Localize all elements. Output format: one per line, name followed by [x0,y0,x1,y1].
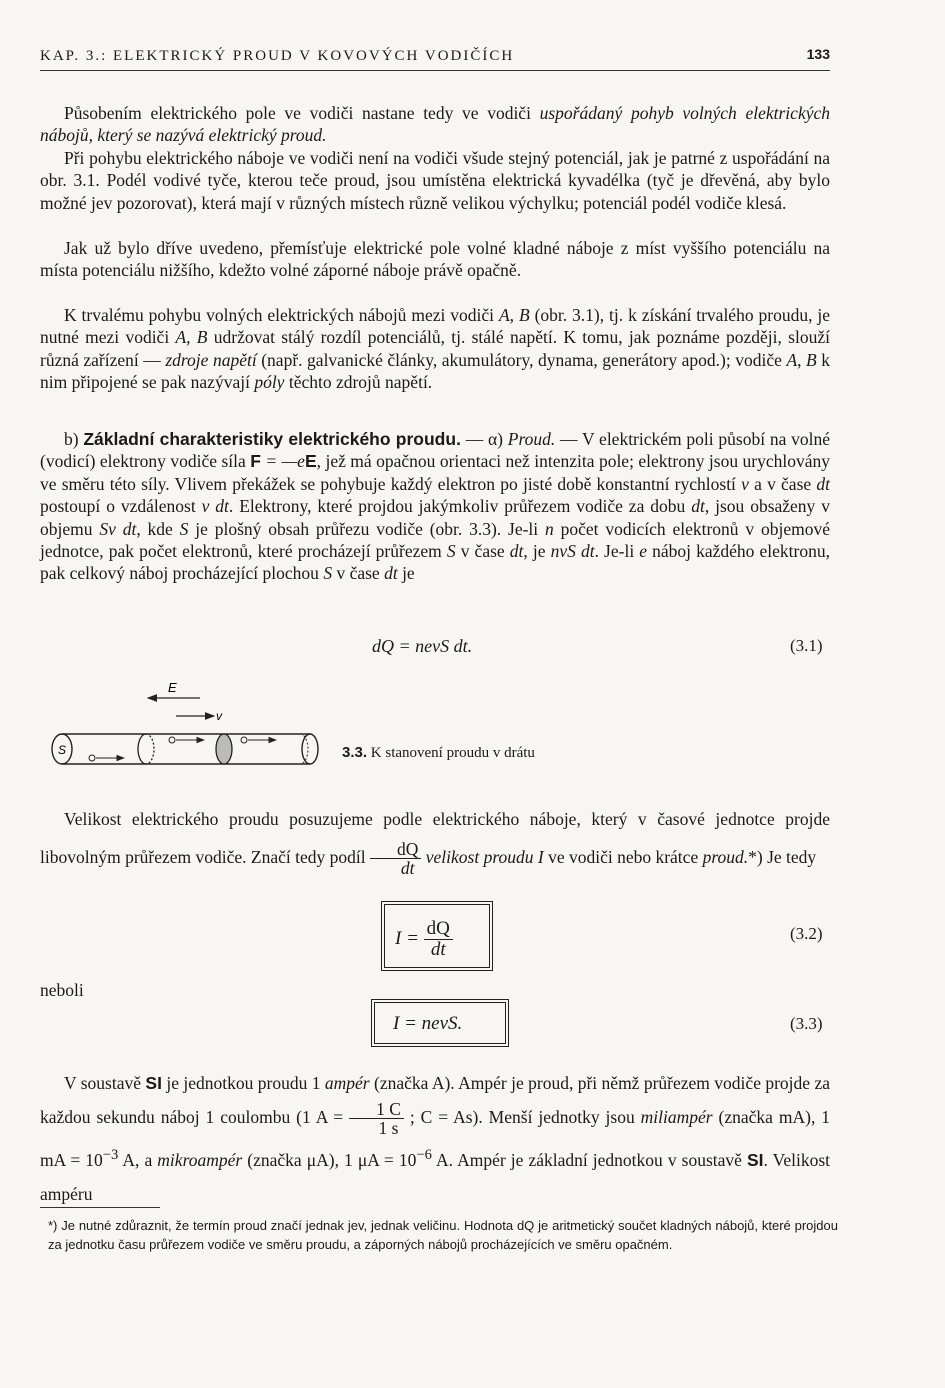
text-run: (značka μA), 1 μA = 10 [242,1149,417,1170]
paragraph-potential [40,147,830,214]
text-run: (značka mA), 1 mA = 10 [40,1107,831,1170]
definition-emphasis: uspořádaný pohyb volných elektrických nábojů, který se nazývá elektrický proud. [40,103,830,146]
subsection-heading: Proud. [507,429,556,449]
text-run: . Elektrony, které projdou jakýmkoliv průřezem vodiče za dobu [228,496,692,517]
text-run: — α) [460,429,508,449]
text-run: (1 A = [296,1107,350,1127]
fraction-denominator: dt [400,858,415,879]
paragraph-units [40,1066,830,1211]
cross-section-label: S [58,743,67,757]
text-run: náboj každého elektronu, pak celkový náboj procházející plochou [40,541,830,584]
symbol: S [446,541,456,562]
text-run: , [797,349,807,370]
field-label: E [168,680,177,695]
text-run: počet vodicích elektronů v objemové jednotce, pak počet elektronů, které procházejí průřezem [40,518,830,562]
fraction-denominator: dt [430,938,446,960]
text-run: A. Ampér je základní jednotkou v soustavě [431,1149,747,1170]
equation-lhs: I = [395,927,419,949]
text-run: *) Je tedy [748,847,817,867]
wire-end-right [302,734,318,764]
text-run: . Velikost ampéru [40,1149,831,1204]
paragraph-current [40,428,830,585]
symbol: dt [691,496,705,517]
equation-number-3-1: (3.1) [790,636,823,655]
text-run: (obr. 3.1), tj. k získání trvalého proudu, je nutné mezi vodiči [40,305,830,348]
text-run: Menší jednotky jsou [482,1107,641,1127]
text-run: ve vodiči nebo krátce [543,847,703,867]
fraction-numerator: dQ [424,919,453,940]
figure-caption-text: K stanovení proudu v drátu [367,745,535,761]
emphasis: velikost proudu I [425,847,544,867]
vector-symbol: E [304,451,317,472]
section-heading: Základní charakteristiky elektrického proudu. [83,429,461,449]
symbol: A [498,305,510,325]
text-run: je [397,563,415,584]
fraction-numerator: 1 C [349,1100,404,1119]
text-run: Působením elektrického pole ve vodiči nastane tedy ve vodiči [64,103,540,123]
figure-number: 3.3. [342,744,368,761]
velocity-label: v [216,709,222,723]
text-run: a v čase [748,473,817,494]
text-run: . Je-li [594,541,640,562]
equation-number-3-3: (3.3) [790,1014,823,1033]
si-abbrev: SI [746,1149,764,1170]
equation-3-3: I = nevS. [393,1013,463,1034]
fraction-coulomb-second [349,1100,404,1138]
text-run: udržovat stálý rozdíl potenciálů, tj. stálé napětí. K tomu, jak poznáme později, slouží různá zařízení — [40,327,830,370]
neboli-text: neboli [40,980,84,1000]
text-run: je plošný obsah průřezu vodiče (obr. 3.3). Je-li [188,518,546,539]
text-run: Jak už bylo dříve uvedeno, přemísťuje elektrické pole volné kladné náboje z míst vyššího potenciálu na místa potenciálu nižšího, kdežto volné záporné náboje právě opačně. [40,238,830,281]
footnote-rule [40,1207,160,1208]
vector-symbol: F [250,451,261,472]
text-run: , je [523,541,551,562]
emphasis: ampér [324,1073,370,1093]
fraction-dq-dt [370,840,421,878]
text-run: ; C = As). [403,1107,483,1127]
text-run: , [509,305,519,325]
figure-wire-diagram [44,678,334,778]
text-run: k nim připojené se pak nazývají [40,349,831,393]
text-run: , jsou obsaženy v objemu [40,496,830,539]
equation-box-3-3 [374,1002,506,1044]
text-run: je jednotkou proudu 1 [161,1073,325,1093]
paragraph-definition-current [40,800,830,878]
symbol: v dt [201,496,229,517]
text-run: (např. galvanické články, akumulátory, dynama, generátory apod.); vodiče [256,349,787,370]
emphasis: mikroampér [157,1149,243,1170]
symbol: v [741,473,749,494]
symbol: = —e [260,451,305,472]
volume-boundary-left-back [146,734,154,764]
text-run: , jež má opačnou orientaci než intenzita pole; elektrony jsou urychlovány ve směru této síly. Vlivem překážek se pohybuje každý elektron po jisté době konstantní rychlostí [40,451,830,494]
figure-caption [342,744,535,762]
electron-1 [89,755,95,761]
si-abbrev: SI [145,1073,162,1093]
symbol: n [545,518,554,539]
volume-boundary-left [138,734,146,764]
symbol: dt [509,541,524,562]
symbol: nvS dt [550,541,595,562]
footnote: *) Je nutné zdůraznit, že termín proud značí jednak jev, jednak veličinu. Hodnota dQ je aritmetický součet kladných nábojů, které projdou za jednotku času průřezem vodiče ve směru proudu, a záporných nábojů procházejících ve směru opačném. [48,1218,838,1252]
symbol: Sv dt [99,518,137,539]
equation-box-3-2 [384,904,490,968]
text-run: v čase [455,541,510,562]
text-run: Při pohybu elektrického náboje ve vodiči není na vodiči všude stejný potenciál, jak je patrné z uspořádání na obr. 3.1. Podél vodivé tyče, kterou teče proud, jsou umístěna elektrická kyvadélka (tyč je dřevěná, aby bylo možné jev pozorovat), která mají v různých místech různě velikou výchylku; potenciál podél vodiče klesá. [40,148,830,213]
text-run: K trvalému pohybu volných elektrických nábojů mezi vodiči [64,305,499,325]
symbol: A, B [175,327,208,348]
text-run: (značka A). Ampér je proud, při němž průřezem vodiče projde za každou sekundu náboj 1 coulombu [40,1073,830,1127]
symbol: dt [384,563,398,584]
text-run: těchto zdrojů napětí. [284,372,433,393]
paragraph-definition [40,102,830,147]
electron-3 [241,737,247,743]
running-header [40,46,830,71]
text-run: A, a [118,1149,158,1170]
symbol: S [323,563,333,584]
text-run: v čase [332,563,385,584]
emphasis: póly [254,372,285,393]
fraction-denominator: 1 s [378,1118,399,1139]
emphasis: proud. [702,847,749,867]
cross-section-disk [216,734,232,764]
running-title: KAP. 3.: ELEKTRICKÝ PROUD V KOVOVÝCH VODIČÍCH [40,48,515,64]
text-run: , kde [136,518,180,539]
paragraph-sources [40,304,830,394]
exponent: −6 [416,1146,432,1163]
symbol: dt [816,473,830,494]
exponent: −3 [102,1146,119,1163]
page-number: 133 [806,46,830,62]
equation-fraction [424,919,453,960]
symbol: S [179,518,189,539]
emphasis: miliampér [640,1107,713,1127]
text-run: b) [64,429,84,449]
paragraph-charges [40,237,830,282]
symbol: B [518,305,530,325]
text-run: Velikost elektrického proudu posuzujeme podle elektrického náboje, který v časové jednotce projde libovolným průřezem vodiče. Značí tedy podíl [40,809,830,867]
fraction-numerator: dQ [370,840,421,859]
emphasis: zdroje napětí [165,349,257,370]
electron-2 [169,737,175,743]
text-run: — V elektrickém poli působí na volné (vodicí) elektrony vodiče síla [40,429,831,472]
text-run: postoupí o vzdálenost [40,496,202,517]
symbol: e [639,541,648,562]
equation-number-3-2: (3.2) [790,924,823,943]
equation-3-1: dQ = nevS dt. [372,636,473,656]
symbol: B [806,349,817,370]
equation-3-2 [395,919,453,960]
text-run: V soustavě [64,1073,146,1093]
symbol: A [786,349,798,370]
